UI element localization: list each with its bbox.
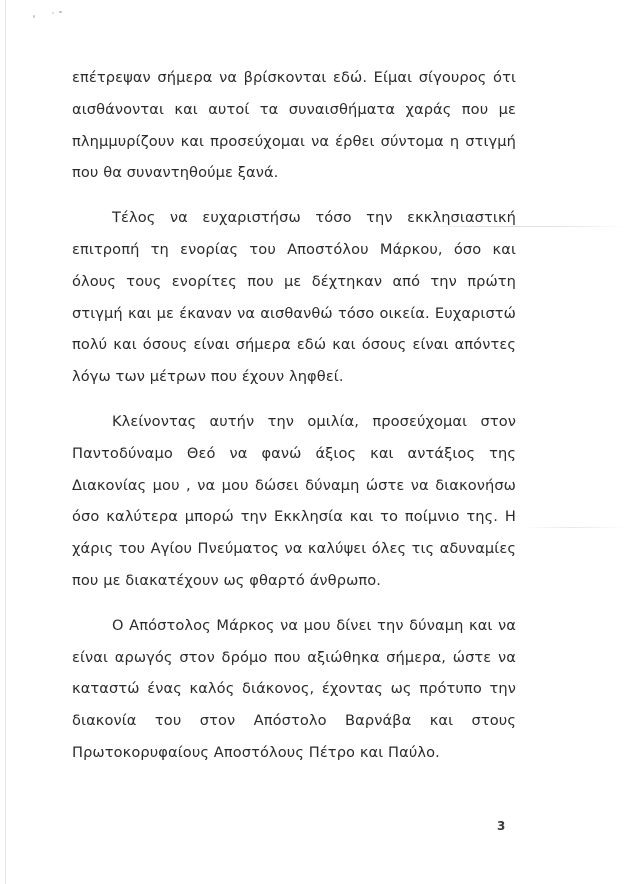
scan-edge-artifact bbox=[5, 0, 6, 884]
paragraph: Κλείνοντας αυτήν την ομιλία, προσεύχομαι στον Παντοδύναμο Θεό να φανώ άξιος και αντάξιος της Διακονίας μου , να μου δώσει δύναμη ώστε να διακονήσω όσο καλύτερα μπορώ την Εκκλησία και το ποίμνιο της. Η χάρις του Αγίου Πνεύματος να καλύψει όλες τις αδυναμίες που με διακατέχουν ως φθαρτό άνθρωπο. bbox=[72, 412, 516, 589]
paragraph-continued: επέτρεψαν σήμερα να βρίσκονται εδώ. Είμαι σίγουρος ότι αισθάνονται και αυτοί τα συναισθήματα χαράς που με πλημμυρίζουν και προσεύχομαι να έρθει σύντομα η στιγμή που θα συναντηθούμε ξανά. bbox=[72, 69, 516, 182]
scan-speck-artifact bbox=[59, 11, 62, 13]
scan-speck-artifact bbox=[52, 12, 54, 14]
paragraph: Ο Απόστολος Μάρκος να μου δίνει την δύναμη και να είναι αρωγός στον δρόμο που αξιώθηκα σήμερα, ώστε να καταστώ ένας καλός διάκονος, έχοντας ως πρότυπο την διακονία του στον Απόστολο Βαρνάβα και στους Πρωτοκορυφαίους Αποστόλους Πέτρο και Παύλο. bbox=[72, 616, 516, 761]
paragraph: Τέλος να ευχαριστήσω τόσο την εκκλησιαστική επιτροπή τη ενορίας του Αποστόλου Μάρκου, όσο και όλους τους ενορίτες που με δέχτηκαν από την πρώτη στιγμή και με έκαναν να αισθανθώ τόσο οικεία. Ευχαριστώ πολύ και όσους είναι σήμερα εδώ και όσους είναι απόντες λόγω των μέτρων που έχουν ληφθεί. bbox=[72, 209, 516, 386]
scan-speck-artifact bbox=[33, 15, 35, 18]
scan-streak-artifact bbox=[520, 527, 625, 528]
document-body bbox=[72, 62, 516, 782]
page-number-value: 3 bbox=[497, 819, 506, 833]
